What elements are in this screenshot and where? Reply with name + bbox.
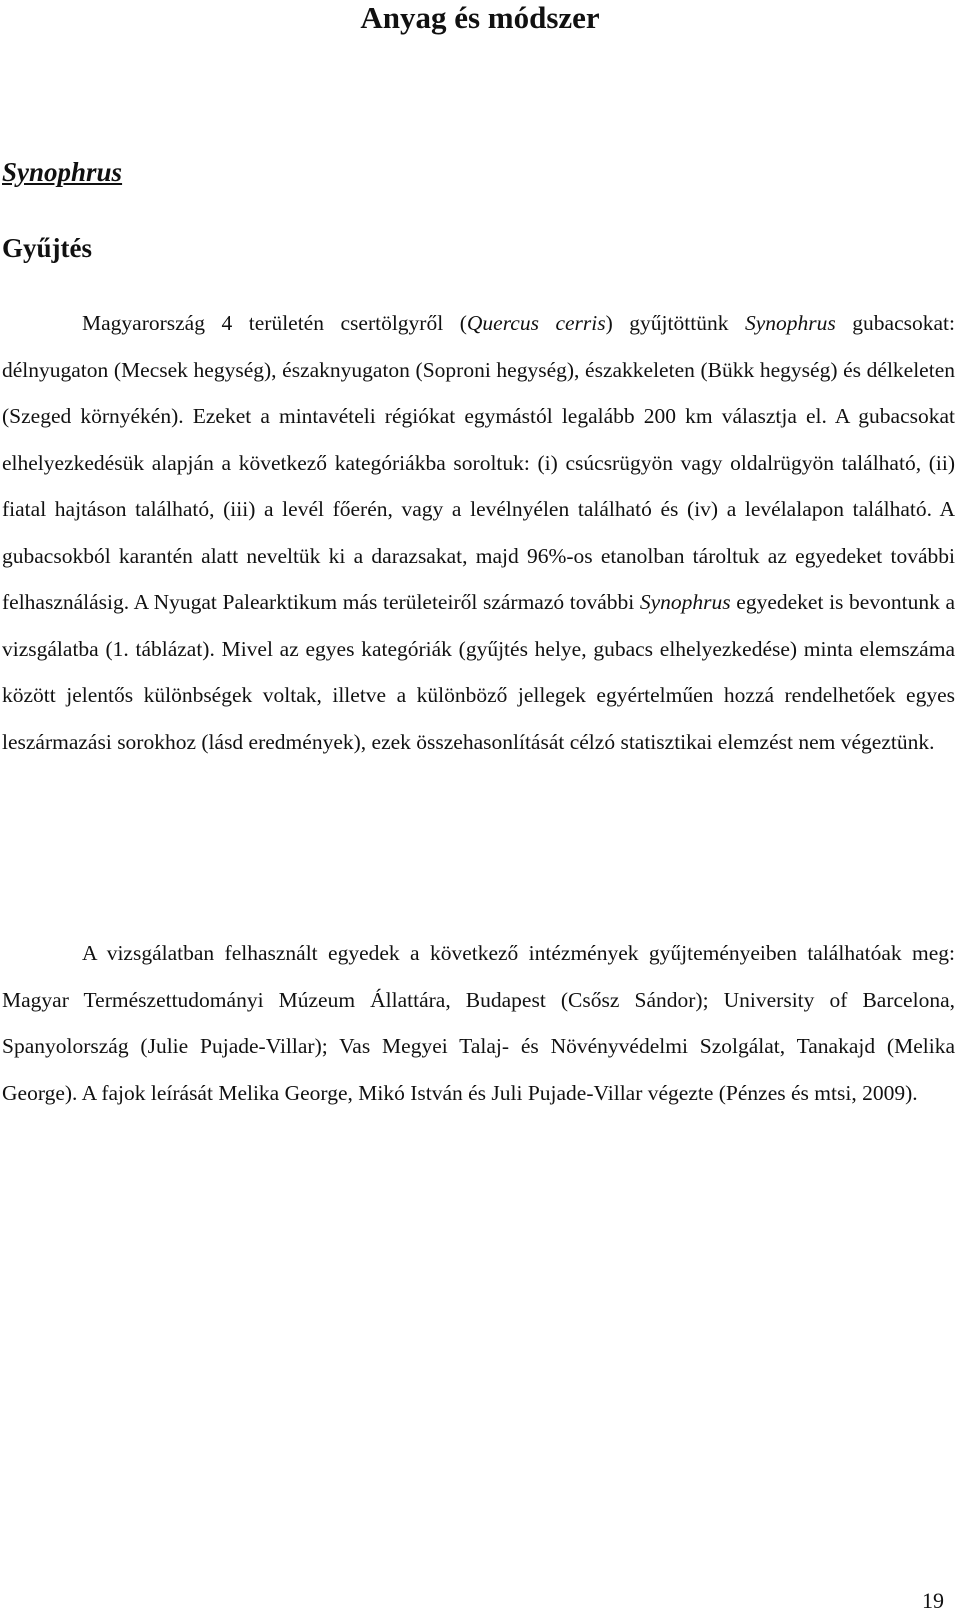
section-heading-synophrus: Synophrus <box>2 157 123 187</box>
species-name-quercus-cerris: Quercus cerris <box>466 311 606 335</box>
genus-name-synophrus: Synophrus <box>744 311 836 335</box>
paragraph-collection-methods <box>2 300 955 765</box>
genus-name-synophrus: Synophrus <box>639 590 731 614</box>
paragraph-text: ) gyűjtöttünk <box>605 311 745 335</box>
page-title: Anyag és módszer <box>360 0 600 35</box>
paragraph-text: Magyarország 4 területén csertölgyről ( <box>82 311 467 335</box>
paragraph-text: egyedeket is bevontunk a vizsgálatba (1. táblázat). Mivel az egyes kategóriák (gyűjtés helye, gubacs elhelyezkedése) minta elemszáma között jelentős különbségek voltak, illetve a különböző jellegek egyértelműen hozzá rendelhetőek egyes leszármazási sorokhoz (lásd eredmények), ezek összehasonlítását célzó statisztikai elemzést nem végeztünk. <box>2 590 955 754</box>
page-number: 19 <box>922 1588 944 1613</box>
paragraph-text: gubacsokat: délnyugaton (Mecsek hegység), északnyugaton (Soproni hegység), északkeleten (Bükk hegység) és délkeleten (Szeged környékén). Ezeket a mintavételi régiókat egymástól legalább 200 km választja el. A gubacsokat elhelyezkedésük alapján a következő kategóriákba soroltuk: (i) csúcsrügyön vagy oldalrügyön található, (ii) fiatal hajtáson található, (iii) a levél főerén, vagy a levélnyélen található és (iv) a levélalapon található. A gubacsokból karantén alatt neveltük ki a darazsakat, majd 96%-os etanolban tároltuk az egyedeket további felhasználásig. A Nyugat Palearktikum más területeiről származó további <box>2 311 955 614</box>
sub-heading-gyujtes: Gyűjtés <box>2 233 92 263</box>
paragraph-collections: A vizsgálatban felhasznált egyedek a következő intézmények gyűjteményeiben találhatóak meg: Magyar Természettudományi Múzeum Állattára, Budapest (Csősz Sándor); University of Barcelona, Spanyolország (Julie Pujade-Villar); Vas Megyei Talaj- és Növényvédelmi Szolgálat, Tanakajd (Melika George). A fajok leírását Melika George, Mikó István és Juli Pujade-Villar végezte (Pénzes és mtsi, 2009). <box>2 941 955 1105</box>
